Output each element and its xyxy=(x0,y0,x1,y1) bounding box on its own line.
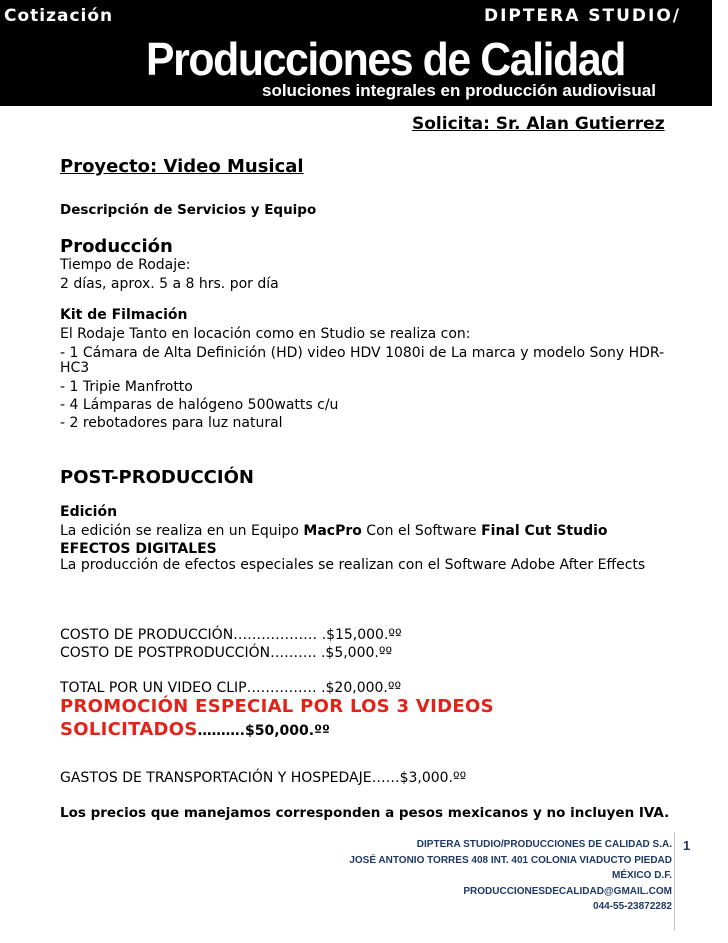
header-logo-title: Producciones de Calidad xyxy=(146,33,626,85)
promo-line: PROMOCIÓN ESPECIAL POR LOS 3 VIDEOS xyxy=(60,696,494,717)
produccion-heading: Producción xyxy=(60,236,173,257)
edicion-text: La edición se realiza en un Equipo MacPro Con el Software Final Cut Studio xyxy=(60,523,608,539)
kit-line: HC3 xyxy=(60,360,90,376)
edicion-heading: Edición xyxy=(60,504,118,520)
efectos-heading: EFECTOS DIGITALES xyxy=(60,541,217,557)
header-cotizacion-label: Cotización xyxy=(4,6,114,26)
costo-produccion: COSTO DE PRODUCCIÓN……………… .$15,000.ºº xyxy=(60,627,402,643)
footer-line: 044-55-23872282 xyxy=(593,901,672,912)
gastos-line: GASTOS DE TRANSPORTACIÓN Y HOSPEDAJE……$3,000.ºº xyxy=(60,770,467,786)
postproduccion-heading: POST-PRODUCCIÓN xyxy=(60,467,254,488)
kit-line: - 2 rebotadores para luz natural xyxy=(60,415,283,431)
efectos-text: La producción de efectos especiales se realizan con el Software Adobe After Effects xyxy=(60,557,646,573)
price-note: Los precios que manejamos corresponden a pesos mexicanos y no incluyen IVA. xyxy=(60,805,670,821)
solicita-line: Solicita: Sr. Alan Gutierrez xyxy=(412,114,665,134)
footer-address xyxy=(349,837,672,915)
page-number: 1 xyxy=(683,838,691,853)
kit-line: - 4 Lámparas de halógeno 500watts c/u xyxy=(60,397,339,413)
produccion-line: Tiempo de Rodaje: xyxy=(60,257,191,273)
project-title: Proyecto: Video Musical xyxy=(60,156,304,177)
kit-line: El Rodaje Tanto en locación como en Studio se realiza con: xyxy=(60,326,471,342)
footer-line: PRODUCCIONESDECALIDAD@GMAIL.COM xyxy=(463,885,672,897)
header-studio-label: DIPTERA STUDIO/ xyxy=(484,6,682,26)
promo-price-line: SOLICITADOS……….$50,000.ºº xyxy=(60,719,330,740)
footer-divider xyxy=(674,832,675,930)
kit-line: - 1 Cámara de Alta Definición (HD) video HDV 1080i de La marca y modelo Sony HDR- xyxy=(60,345,665,361)
services-description-heading: Descripción de Servicios y Equipo xyxy=(60,202,317,218)
header-banner xyxy=(0,0,712,106)
footer-line: JOSÉ ANTONIO TORRES 408 INT. 401 COLONIA VIADUCTO PIEDAD xyxy=(349,854,672,866)
produccion-line: 2 días, aprox. 5 a 8 hrs. por día xyxy=(60,276,279,292)
kit-line: - 1 Tripie Manfrotto xyxy=(60,379,193,395)
footer-line: MÉXICO D.F. xyxy=(611,870,672,881)
total-video-clip: TOTAL POR UN VIDEO CLIP…………… .$20,000.ºº xyxy=(60,680,402,696)
footer-line: DIPTERA STUDIO/PRODUCCIONES DE CALIDAD S.A. xyxy=(416,839,672,850)
costo-postproduccion: COSTO DE POSTPRODUCCIÓN………. .$5,000.ºº xyxy=(60,645,393,661)
kit-heading: Kit de Filmación xyxy=(60,307,188,323)
header-logo-subtitle: soluciones integrales en producción audiovisual xyxy=(262,81,656,100)
